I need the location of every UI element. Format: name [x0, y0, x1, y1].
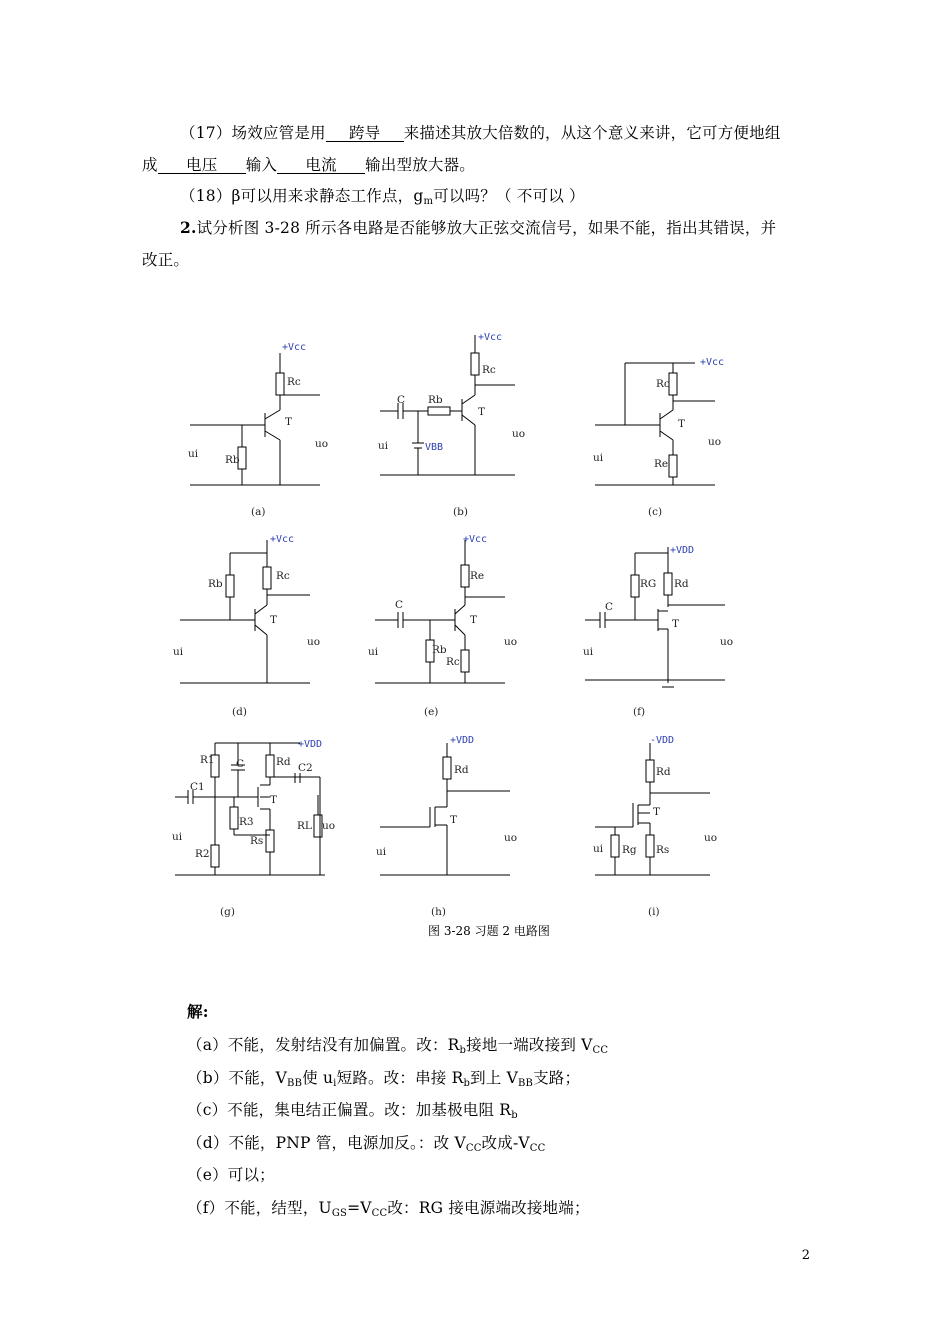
ui-label-h: ui — [376, 846, 387, 858]
solution-item — [187, 1066, 580, 1089]
vbb-label: VBB — [425, 442, 444, 453]
t-label-d: T — [270, 614, 278, 626]
ui-label-e: ui — [368, 646, 379, 658]
subscript: CC — [465, 1142, 482, 1154]
c-label-f: C — [605, 601, 614, 613]
solution-text: =V — [347, 1199, 372, 1217]
subscript: i — [333, 1077, 337, 1089]
circuit-d — [180, 540, 310, 683]
t-label-b: T — [478, 406, 486, 418]
rc-label-d: Rc — [276, 570, 290, 582]
c1-label: C1 — [190, 781, 205, 793]
r1-label: R1 — [200, 754, 215, 766]
vcc-label-d: +Vcc — [270, 534, 295, 545]
solution-text: 接地一端改接到 V — [466, 1036, 593, 1054]
q18-sub: m — [423, 196, 434, 207]
vcc-label-e: +Vcc — [463, 534, 488, 545]
circuit-h — [380, 743, 510, 875]
q17-text: （17）场效应管是用 — [180, 124, 326, 142]
sublabel-d: (d) — [232, 706, 247, 718]
uo-label-g: uo — [322, 820, 336, 832]
sublabel-e: (e) — [424, 706, 439, 718]
labels-g — [172, 739, 335, 918]
rc-label-a: Rc — [287, 376, 301, 388]
rs-label-g: Rs — [250, 835, 264, 847]
rb-label-a: Rb — [225, 454, 240, 466]
q17-line2 — [142, 153, 475, 175]
re-label-e: Re — [470, 570, 485, 582]
q2-text-2: 改正。 — [142, 251, 190, 269]
solution-item — [187, 1098, 518, 1121]
ui-label-b: ui — [378, 440, 389, 452]
rc-label-b: Rc — [482, 364, 496, 376]
q17-text-3: 成 — [142, 156, 158, 174]
q18-line — [180, 184, 585, 207]
re-label-c: Re — [654, 458, 669, 470]
solution-text: （f）不能，结型，U — [187, 1199, 332, 1217]
solution-text: 使 u — [302, 1068, 334, 1087]
c-label-g: C — [236, 758, 245, 770]
solution-item — [187, 1196, 590, 1219]
t-label-i: T — [653, 806, 661, 818]
t-label-h: T — [450, 814, 458, 826]
subscript: b — [511, 1110, 518, 1122]
solution-text: （e）可以； — [187, 1166, 275, 1185]
r3-label: R3 — [239, 816, 254, 828]
solution-text: （b）不能，V — [187, 1068, 288, 1087]
page-number: 2 — [801, 1248, 810, 1263]
uo-label-c: uo — [708, 436, 722, 448]
solution-text: 改成-V — [481, 1133, 530, 1152]
rg-label-f: RG — [640, 578, 657, 590]
q2-text: 试分析图 3-28 所示各电路是否能够放大正弦交流信号，如果不能，指出其错误，并 — [196, 219, 777, 237]
uo-label-a: uo — [315, 438, 329, 450]
solution-text: 改：RG 接电源端改接地端； — [387, 1199, 590, 1217]
rg-label-i: Rg — [622, 844, 637, 856]
labels-e — [368, 534, 517, 718]
uo-label-f: uo — [720, 636, 734, 648]
rd-label-h: Rd — [454, 764, 469, 776]
solution-text: 支路； — [533, 1068, 581, 1087]
rl-label: RL — [297, 820, 312, 832]
q17-blank-2: 电压 — [158, 157, 246, 174]
solution-text: （d）不能，PNP 管，电源加反。：改 V — [187, 1133, 466, 1152]
solution-text: 短路。改：串接 R — [336, 1068, 464, 1087]
subscript: CC — [592, 1045, 609, 1056]
q2-line2 — [142, 248, 189, 270]
q2-number: 2. — [180, 218, 197, 237]
rb-label-e: Rb — [432, 644, 447, 656]
labels-c — [593, 357, 724, 518]
solution-title: 解: — [187, 1002, 209, 1021]
solution-text: 到上 V — [470, 1068, 518, 1087]
labels-d — [173, 534, 320, 718]
q17-text-4: 输入 — [245, 156, 278, 174]
ui-label-i: ui — [593, 843, 604, 855]
ui-label-c: ui — [593, 452, 604, 464]
rd-label-f: Rd — [674, 578, 689, 590]
rs-label-i: Rs — [656, 844, 670, 856]
q17-text-2: 来描述其放大倍数的，从这个意义来讲，它可方便地组 — [403, 124, 781, 142]
t-label-e: T — [470, 614, 478, 626]
subscript: CC — [371, 1208, 388, 1219]
solution-text: （a）不能，发射结没有加偏置。改：R — [187, 1036, 460, 1054]
subscript: CC — [529, 1142, 546, 1154]
uo-label-d: uo — [307, 636, 321, 648]
vdd-label-f: +VDD — [670, 545, 695, 556]
rb-label-b: Rb — [428, 394, 443, 406]
neg-vdd-label: -VDD — [650, 735, 675, 746]
uo-label-b: uo — [512, 428, 526, 440]
q2-line1 — [180, 216, 776, 238]
uo-label-h: uo — [504, 832, 518, 844]
t-label-c: T — [678, 418, 686, 430]
rc-label-e: Rc — [446, 656, 460, 668]
ui-label-d: ui — [173, 646, 184, 658]
ui-label-g: ui — [172, 831, 183, 843]
solution-item — [187, 1033, 608, 1056]
t-label-f: T — [672, 618, 680, 630]
c-label-b: C — [397, 394, 406, 406]
c2-label: C2 — [298, 762, 313, 774]
figure-caption: 图 3-28 习题 2 电路图 — [428, 924, 550, 938]
labels-b — [378, 332, 525, 518]
sublabel-b: (b) — [453, 506, 468, 518]
uo-label-i: uo — [704, 832, 718, 844]
rd-label-i: Rd — [656, 766, 671, 778]
subscript: b — [463, 1077, 471, 1089]
sublabel-g: (g) — [220, 906, 235, 918]
r2-label: R2 — [195, 848, 210, 860]
ui-label-a: ui — [188, 448, 199, 460]
circuit-f — [585, 547, 725, 687]
vcc-label-a: +Vcc — [282, 342, 307, 353]
labels-f — [583, 545, 733, 718]
subscript: BB — [287, 1077, 303, 1089]
circuit-a — [190, 353, 320, 485]
subscript: BB — [518, 1077, 534, 1089]
subscript: b — [459, 1045, 467, 1056]
q17-line1 — [180, 121, 781, 143]
sublabel-h: (h) — [431, 906, 446, 918]
rb-label-d: Rb — [208, 578, 223, 590]
subscript: GS — [331, 1208, 348, 1219]
labels-a — [188, 342, 328, 518]
solution-item — [187, 1131, 545, 1154]
t-label-g: T — [270, 794, 278, 806]
vdd-label-h: +VDD — [450, 735, 475, 746]
rc-label-c: Rc — [656, 378, 670, 390]
q17-blank-3: 电流 — [277, 157, 365, 174]
t-label-a: T — [285, 416, 293, 428]
c-label-e: C — [395, 599, 404, 611]
sublabel-i: (i) — [648, 906, 660, 918]
q18-text-2: 可以吗？（ 不可以 ） — [433, 187, 585, 205]
solution-item — [187, 1163, 275, 1185]
circuit-figure — [150, 325, 810, 925]
rd-label-g: Rd — [276, 756, 291, 768]
uo-label-e: uo — [504, 636, 518, 648]
q17-blank-1: 跨导 — [326, 125, 404, 142]
vdd-label-g: +VDD — [298, 739, 323, 750]
sublabel-c: (c) — [648, 506, 663, 518]
vcc-label-c: +Vcc — [700, 357, 725, 368]
sublabel-a: (a) — [251, 506, 266, 518]
circuit-e — [375, 540, 505, 683]
solution-text: （c）不能，集电结正偏置。改：加基极电阻 R — [187, 1101, 512, 1120]
sublabel-f: (f) — [633, 706, 646, 718]
ui-label-f: ui — [583, 646, 594, 658]
vcc-label-b: +Vcc — [478, 332, 503, 343]
q18-text: （18）β可以用来求静态工作点，g — [180, 187, 424, 205]
q17-text-5: 输出型放大器。 — [365, 156, 476, 174]
